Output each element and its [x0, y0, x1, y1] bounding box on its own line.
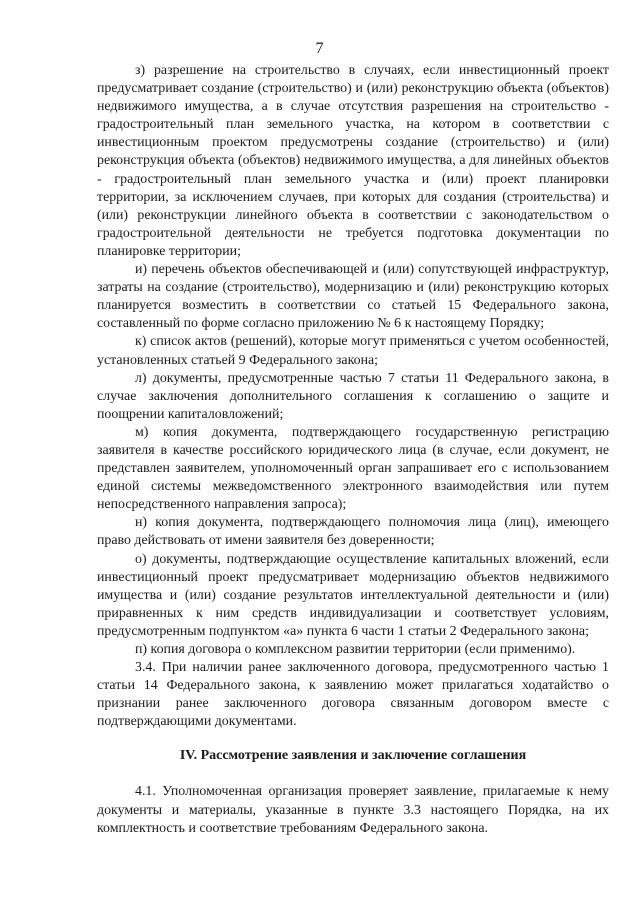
- document-body: [97, 62, 609, 838]
- paragraph-l: л) документы, предусмотренные частью 7 статьи 11 Федерального закона, в случае заключения дополнительного соглашения к соглашению о защите и поощрении капиталовложений;: [97, 370, 609, 422]
- paragraph-n: н) копия документа, подтверждающего полномочия лица (лиц), имеющего право действовать от имени заявителя без доверенности;: [97, 515, 609, 549]
- paragraph-o: о) документы, подтверждающие осуществление капитальных вложений, если инвестиционный проект предусматривает модернизацию объектов недвижимого имущества и (или) создание результатов интеллектуальной деятельности и (или) приравненных к ним средств индивидуализации и соответствует условиям, предусмотренным подпунктом «а» пункта 6 части 1 статьи 2 Федерального закона;: [97, 551, 609, 639]
- section-heading: IV. Рассмотрение заявления и заключение соглашения: [179, 748, 527, 764]
- paragraph-z: з) разрешение на строительство в случаях, если инвестиционный проект предусматривает создание (строительство) и (или) реконструкцию объекта (объектов) недвижимого имущества, а в случае отсутствия разрешения на строительство - градостроительный план земельного участка, на котором в соответствии с инвестиционным проектом предусмотрены создание (строительство) и (или) реконструкция объекта (объектов) недвижимого имущества, а для линейных объектов - градостроительный план земельного участка и (или) проект планировки территории, за исключением случаев, при которых для создания (строительства) и (или) реконструкции линейного объекта в соответствии с законодательством о градостроительной деятельности не требуется подготовка документации по планировке территории;: [97, 63, 609, 259]
- paragraph-i: и) перечень объектов обеспечивающей и (или) сопутствующей инфраструктур, затраты на создание (строительство), модернизацию и (или) реконструкцию которых планируется возместить в соответствии со статьей 15 Федерального закона, составленный по форме согласно приложению № 6 к настоящему Порядку;: [97, 262, 609, 332]
- page-number: 7: [315, 40, 324, 57]
- paragraph-4-1: 4.1. Уполномоченная организация проверяет заявление, прилагаемые к нему документы и материалы, указанные в пункте 3.3 настоящего Порядка, на их комплектность и соответствие требованиям Федерального закона.: [97, 784, 609, 836]
- paragraph-3-4: 3.4. При наличии ранее заключенного договора, предусмотренного частью 1 статьи 14 Федерального закона, к заявлению может прилагаться ходатайство о признании ранее заключенного договора связанным договором вместе с подтверждающими документами.: [97, 660, 609, 730]
- paragraph-p: п) копия договора о комплексном развитии территории (если применимо).: [135, 642, 576, 657]
- paragraph-k: к) список актов (решений), которые могут применяться с учетом особенностей, установленных статьей 9 Федерального закона;: [97, 334, 609, 368]
- paragraph-m: м) копия документа, подтверждающего государственную регистрацию заявителя в качестве российского юридического лица (в случае, если документ, не представлен заявителем, уполномоченный орган запрашивает его с использованием единой системы межведомственного электронного взаимодействия или путем непосредственного направления запроса);: [97, 424, 609, 513]
